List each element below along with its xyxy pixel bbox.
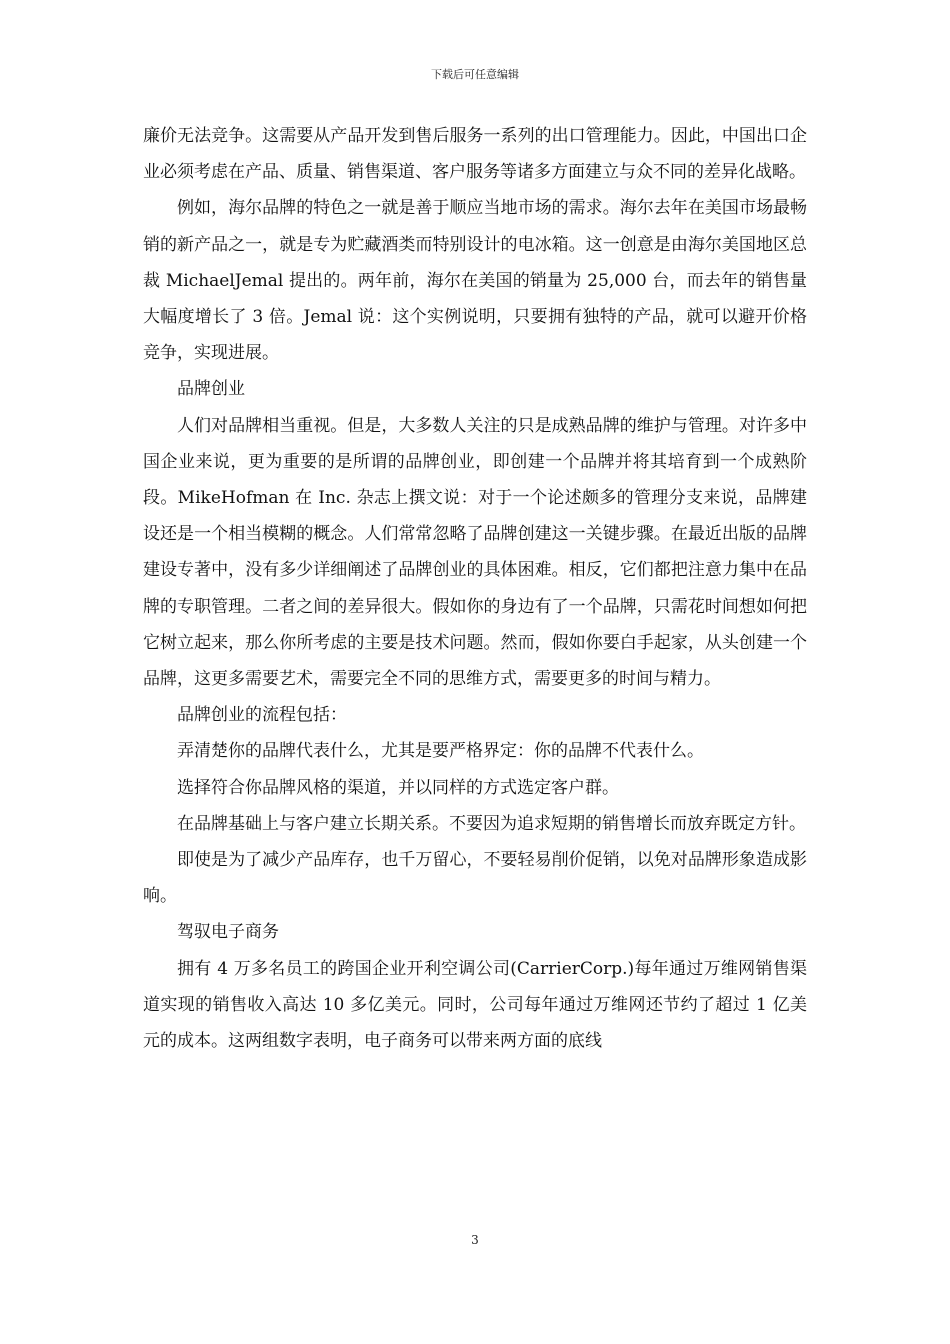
paragraph: 拥有 4 万多名员工的跨国企业开利空调公司(CarrierCorp.)每年通过万维网销售渠道实现的销售收入高达 10 多亿美元。同时，公司每年通过万维网还节约了超过 1 亿美元的成本。这两组数字表明，电子商务可以带来两方面的底线 <box>143 958 807 1052</box>
list-item: 即使是为了减少产品库存，也千万留心，不要轻易削价促销，以免对品牌形象造成影响。 <box>143 850 807 907</box>
page-number: 3 <box>471 1233 479 1247</box>
paragraph: 例如，海尔品牌的特色之一就是善于顺应当地市场的需求。海尔去年在美国市场最畅销的新产品之一，就是专为贮藏酒类而特别设计的电冰箱。这一创意是由海尔美国地区总裁 MichaelJemal 提出的。两年前，海尔在美国的销量为 25,000 台，而去年的销售量大幅度增长了 3 倍。Jemal 说：这个实例说明，只要拥有独特的产品，就可以避开价格竞争，实现进展。 <box>143 198 807 364</box>
section-heading: 驾驭电子商务 <box>177 922 279 943</box>
list-item: 选择符合你品牌风格的渠道，并以同样的方式选定客户群。 <box>177 777 619 798</box>
list-item: 在品牌基础上与客户建立长期关系。不要因为追求短期的销售增长而放弃既定方针。 <box>177 813 806 834</box>
paragraph: 廉价无法竞争。这需要从产品开发到售后服务一系列的出口管理能力。因此，中国出口企业必须考虑在产品、质量、销售渠道、客户服务等诸多方面建立与众不同的差异化战略。 <box>143 126 807 183</box>
paragraph: 人们对品牌相当重视。但是，大多数人关注的只是成熟品牌的维护与管理。对许多中国企业来说，更为重要的是所谓的品牌创业，即创建一个品牌并将其培育到一个成熟阶段。MikeHofman 在 Inc. 杂志上撰文说：对于一个论述颇多的管理分支来说，品牌建设还是一个相当模糊的概念。人们常常忽略了品牌创建这一关键步骤。在最近出版的品牌建设专著中，没有多少详细阐述了品牌创业的具体困难。相反，它们都把注意力集中在品牌的专职管理。二者之间的差异很大。假如你的身边有了一个品牌，只需花时间想如何把它树立起来，那么你所考虑的主要是技术问题。然而，假如你要白手起家，从头创建一个品牌，这更多需要艺术，需要完全不同的思维方式，需要更多的时间与精力。 <box>143 415 807 690</box>
page-header: 下载后可任意编辑 <box>431 68 519 81</box>
document-body <box>143 118 807 1059</box>
list-item: 弄清楚你的品牌代表什么，尤其是要严格界定：你的品牌不代表什么。 <box>177 741 704 762</box>
paragraph: 品牌创业的流程包括： <box>177 705 347 726</box>
section-heading: 品牌创业 <box>177 379 245 400</box>
